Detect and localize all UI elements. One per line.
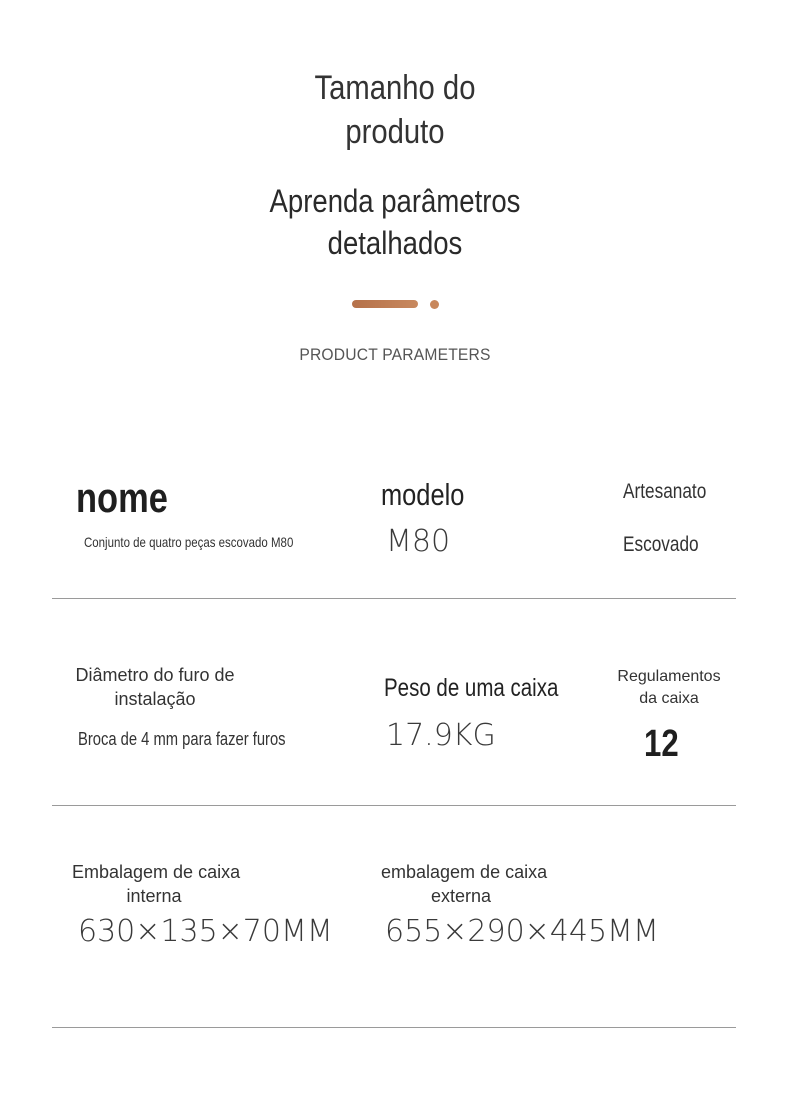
divider-dot bbox=[430, 300, 439, 309]
craft-label: Artesanato bbox=[623, 480, 707, 503]
title-line-2: produto bbox=[345, 113, 445, 151]
craft-value: Escovado bbox=[623, 533, 699, 556]
row-divider-2 bbox=[52, 805, 736, 806]
page-subtitle bbox=[55, 180, 734, 264]
page-title bbox=[55, 66, 734, 154]
row-divider-3 bbox=[52, 1027, 736, 1028]
inner-box-label bbox=[72, 860, 241, 908]
decorative-divider bbox=[352, 300, 442, 310]
inner-box-line-2: interna bbox=[126, 886, 182, 906]
weight-value: 17.9KG bbox=[386, 718, 496, 753]
outer-box-label bbox=[381, 860, 548, 908]
name-label: nome bbox=[76, 474, 168, 521]
outer-box-value: 655×290×445MM bbox=[385, 914, 659, 949]
inner-box-line-1: Embalagem de caixa bbox=[72, 862, 241, 882]
box-rule-label bbox=[616, 666, 722, 710]
hole-label-line-1: Diâmetro do furo de bbox=[75, 665, 235, 685]
inner-box-value: 630×135×70MM bbox=[78, 914, 333, 949]
box-rule-line-2: da caixa bbox=[639, 690, 699, 707]
divider-bar bbox=[352, 300, 418, 308]
row-divider-1 bbox=[52, 598, 736, 599]
box-rule-value: 12 bbox=[644, 723, 679, 765]
subtitle-line-2: detalhados bbox=[327, 225, 463, 261]
outer-box-line-1: embalagem de caixa bbox=[381, 862, 548, 882]
model-value: M80 bbox=[386, 524, 451, 559]
hole-value: Broca de 4 mm para fazer furos bbox=[78, 729, 286, 749]
hole-label-line-2: instalação bbox=[114, 689, 196, 709]
name-value: Conjunto de quatro peças escovado M80 bbox=[84, 534, 294, 550]
title-line-1: Tamanho do bbox=[314, 69, 476, 107]
hole-label bbox=[66, 663, 244, 711]
model-label: modelo bbox=[381, 477, 465, 512]
weight-label: Peso de uma caixa bbox=[384, 674, 559, 702]
english-heading: PRODUCT PARAMETERS bbox=[299, 345, 491, 364]
subtitle-line-1: Aprenda parâmetros bbox=[269, 183, 521, 219]
box-rule-line-1: Regulamentos bbox=[617, 668, 721, 685]
outer-box-line-2: externa bbox=[430, 886, 492, 906]
